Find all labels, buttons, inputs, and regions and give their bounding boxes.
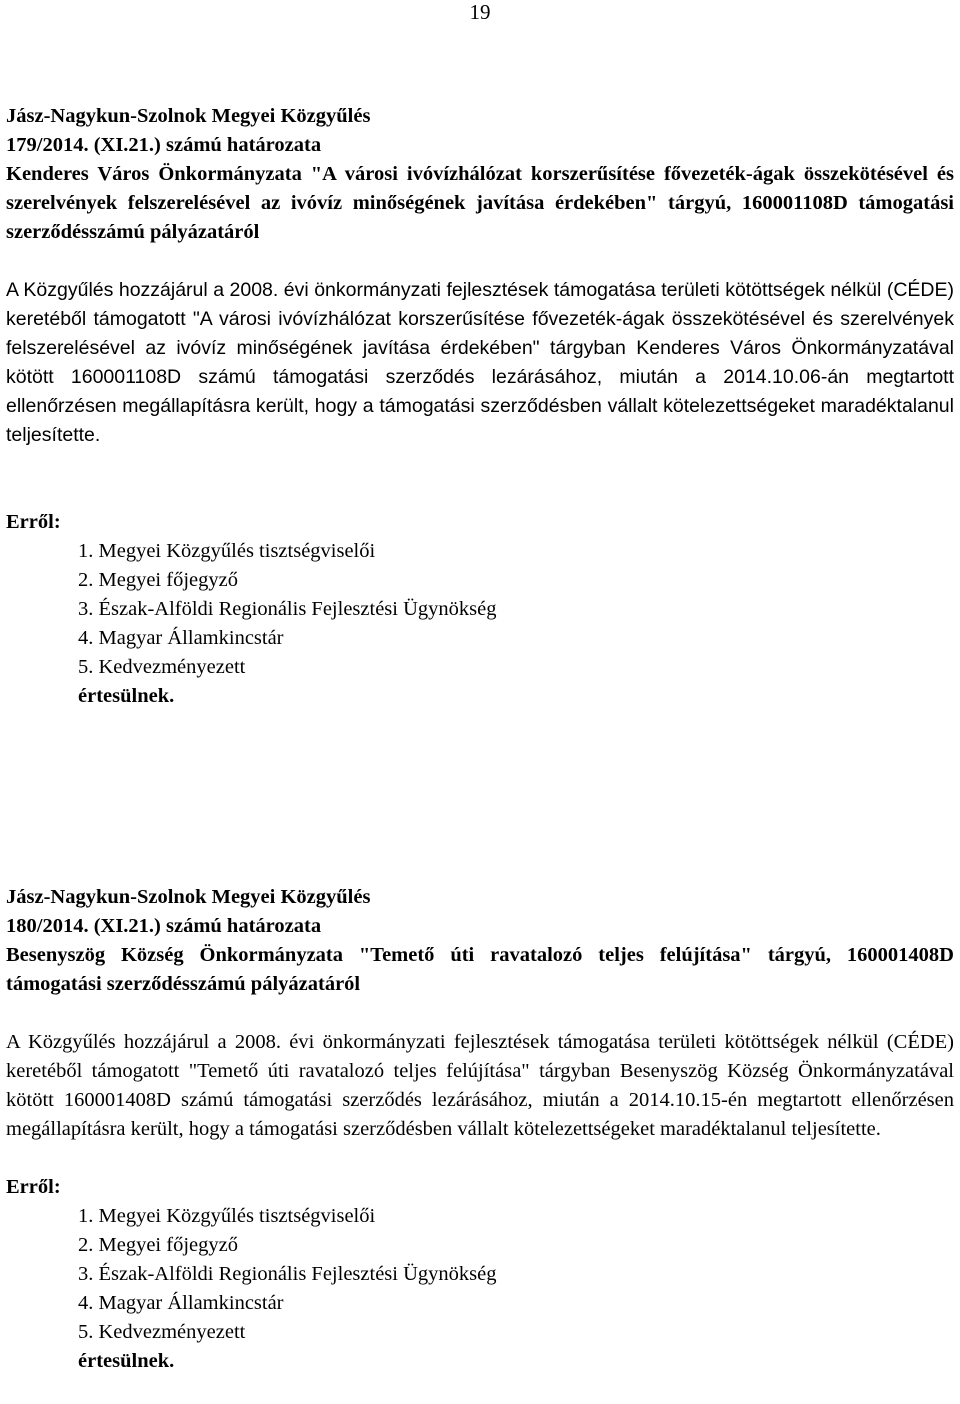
recipients-label: Erről: xyxy=(6,1176,61,1198)
resolution-179 xyxy=(6,102,954,711)
resolution-subject: Besenyszög Község Önkormányzata "Temető úti ravatalozó teljes felújítása" tárgyú, 160001408D támogatási szerződésszámú pályázatáról xyxy=(6,944,954,995)
notify-text: értesülnek. xyxy=(78,685,175,707)
recipients-list xyxy=(6,537,954,682)
resolution-text: A Közgyűlés hozzájárul a 2008. évi önkormányzati fejlesztések támogatása területi kötöttségek nélkül (CÉDE) keretéből támogatott "Temető úti ravatalozó teljes felújítása" tárgyban Besenyszög Község Önkormányzatával kötött 160001408D számú támogatási szerződés lezárásához, miután a 2014.10.15-én megtartott ellenőrzésen megállapításra került, hogy a támogatási szerződésben vállalt kötelezettségeket maradéktalanul teljesítette. xyxy=(6,1031,954,1140)
list-item: 1. Megyei Közgyűlés tisztségviselői xyxy=(78,1205,376,1227)
list-item: 1. Megyei Közgyűlés tisztségviselői xyxy=(78,540,376,562)
issuing-body: Jász-Nagykun-Szolnok Megyei Közgyűlés xyxy=(6,886,371,908)
list-item: 4. Magyar Államkincstár xyxy=(78,1292,284,1314)
recipients-label: Erről: xyxy=(6,511,61,533)
list-item: 2. Megyei főjegyző xyxy=(78,1234,238,1256)
list-item: 3. Észak-Alföldi Regionális Fejlesztési Ügynökség xyxy=(78,1263,497,1285)
resolution-text: A Közgyűlés hozzájárul a 2008. évi önkormányzati fejlesztések támogatása területi kötöttségek nélkül (CÉDE) keretéből támogatott "A városi ivóvízhálózat korszerűsítése fővezeték-ágak összekötésével és szerelvények felszerelésével az ivóvíz minőségének javítása érdekében" tárgyban Kenderes Város Önkormányzatával kötött 160001108D számú támogatási szerződés lezárásához, miután a 2014.10.06-án megtartott ellenőrzésen megállapításra került, hogy a támogatási szerződésben vállalt kötelezettségeket maradéktalanul teljesítette. xyxy=(6,279,954,446)
page-number: 19 xyxy=(469,0,491,24)
list-item: 5. Kedvezményezett xyxy=(78,656,246,678)
list-item: 5. Kedvezményezett xyxy=(78,1321,246,1343)
resolution-number: 179/2014. (XI.21.) számú határozata xyxy=(6,134,322,156)
resolution-subject: Kenderes Város Önkormányzata "A városi ivóvízhálózat korszerűsítése fővezeték-ágak összekötésével és szerelvények felszerelésével az ivóvíz minőségének javítása érdekében" tárgyú, 160001108D támogatási szerződésszámú pályázatáról xyxy=(6,163,954,243)
notify-text: értesülnek. xyxy=(78,1350,175,1372)
resolution-number: 180/2014. (XI.21.) számú határozata xyxy=(6,915,322,937)
resolution-180 xyxy=(6,883,954,1376)
recipients-list xyxy=(6,1202,954,1347)
issuing-body: Jász-Nagykun-Szolnok Megyei Közgyűlés xyxy=(6,105,371,127)
list-item: 4. Magyar Államkincstár xyxy=(78,627,284,649)
list-item: 2. Megyei főjegyző xyxy=(78,569,238,591)
list-item: 3. Észak-Alföldi Regionális Fejlesztési Ügynökség xyxy=(78,598,497,620)
